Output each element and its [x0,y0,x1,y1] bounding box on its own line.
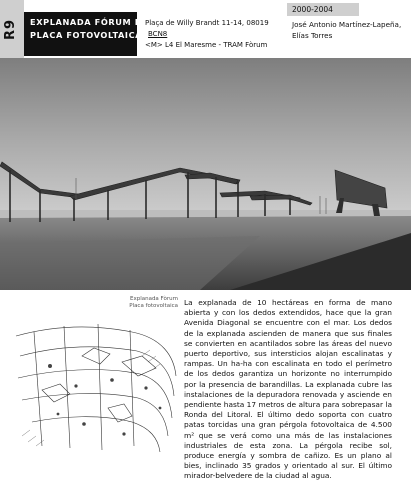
sketch-drawing [12,296,178,456]
years-badge: 2000-2004 [287,3,359,16]
page-header [0,0,411,58]
description-text: La explanada de 10 hectáreas en forma de mano abierta y con los dedos extendidos, hace que la gran Avenida Diagonal se encuentre con el mar. Los dedos de la explanada ascienden de manera que sus finales se convierten en acantilados sobre las áreas del nuevo puerto deportivo, sus intersticios alojan escalinatas y rampas. Un ha-ha con escalinata en todo el perímetro de los dedos garantiza un horizonte no interrumpido por la presencia de barandillas. La explanada cubre las instalaciones de la depuradora renovada y asciende en pendiente hasta 17 metros de altura para sobrepasar la Ronda del Litoral. El último dedo soporta con cuatro patas torcidas una gran pérgola fotovoltaica de 4.500 m² que se verá como una más de las instalaciones industriales de esta zona. La pérgola recibe sol, produce energía y sombra de cañizo. Es un plano al bies, inclinado 35 grados y orientado al sur. El último mirador-belvedere de la ciudad al agua. [184,298,392,481]
explanada-photo [0,58,411,290]
sketch-caption-line-2: Placa fotovoltaica [129,303,178,309]
authors: José Antonio Martínez-Lapeña, Elías Torres [292,20,402,40]
section-code-column [0,0,25,58]
sketch-illustration [12,296,178,456]
address: Plaça de Willy Brandt 11-14, 08019 [145,19,269,27]
title-line-1: EXPLANADA FÓRUM I [30,17,139,27]
sketch-caption [129,296,178,310]
district-badge: BCN8 [148,30,168,38]
title-box [24,12,143,56]
sketch-caption-line-1: Explanada Fòrum [129,296,178,302]
section-code: R9 [3,18,18,40]
title-line-2: PLACA FOTOVOLTAICA [30,30,143,40]
location-info [145,18,285,51]
transit-info: <M> L4 El Maresme - TRAM Fòrum [145,41,268,49]
